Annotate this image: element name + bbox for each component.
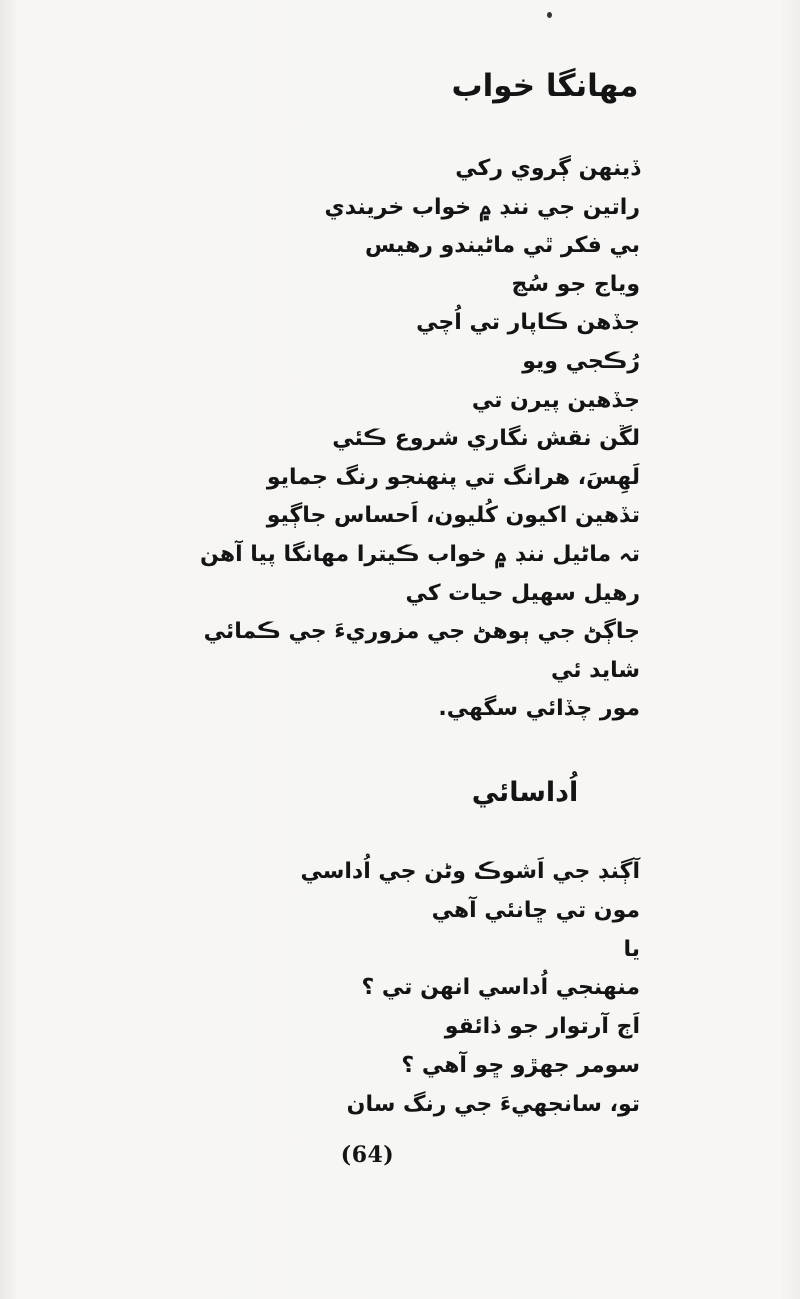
poem-line: بي فکر ٿي ماڻيندو رهيس — [364, 233, 640, 259]
poem-line: رهيل سهيل حيات کي — [405, 580, 640, 606]
poem-line: سومر جهڙو ڇو آهي ؟ — [401, 1052, 640, 1078]
poem-line: رُڪجي ويو — [522, 348, 640, 374]
poem-line: آڳنڊ جي اَشوڪ وڻن جي اُداسي — [300, 859, 640, 884]
poem-title: مهانگا خواب — [451, 68, 639, 104]
poem-mahanga-khwab — [80, 66, 640, 729]
poem-line: مون تي ڇانئي آهي — [431, 897, 640, 923]
poem-lines — [80, 853, 640, 1125]
poem-line: راتين جي ننڊ ۾ خواب خريندي — [324, 194, 640, 220]
poem-line: يا — [623, 936, 640, 962]
poem-line: لڱن نقش نگاري شروع ڪئي — [332, 426, 640, 452]
poem-lines — [80, 150, 640, 729]
poem-line: وياج جو سُڃ — [511, 271, 640, 297]
poem-title: اُداسائي — [471, 777, 579, 808]
poem-line: تڏهين اکيون کُليون، اَحساس جاڳيو — [266, 503, 640, 529]
poem-line: جڏهن ڪاپار تي اُچي — [416, 310, 640, 336]
poem-line: شايد ئي — [550, 657, 640, 683]
poem-udasai — [80, 773, 640, 1125]
poem-line: اَڄ آرتوار جو ذائقو — [444, 1014, 640, 1040]
poem-line: ڏينهن ڳروي رکي — [455, 156, 640, 181]
poem-line: منهنجي اُداسي انهن تي ؟ — [361, 975, 640, 1001]
poem-line: تو، سانجهيءَ جي رنگ سان — [346, 1091, 640, 1117]
ink-speck — [547, 12, 552, 18]
poem-line: جڏهين پيرن تي — [471, 387, 640, 413]
poem-line: لَهِسَ، هرانگ تي پنهنجو رنگ جمايو — [266, 464, 640, 490]
page-number: (64) — [340, 1142, 395, 1168]
poem-line: مور چڏائي سگهي. — [438, 696, 640, 722]
poem-line: جاڳڻ جي ٻوهڻ جي مزوريءَ جي ڪمائي — [203, 619, 640, 645]
poem-line: تہ ماڻيل ننڊ ۾ خواب ڪيترا مهانگا پيا آهن — [200, 541, 640, 567]
